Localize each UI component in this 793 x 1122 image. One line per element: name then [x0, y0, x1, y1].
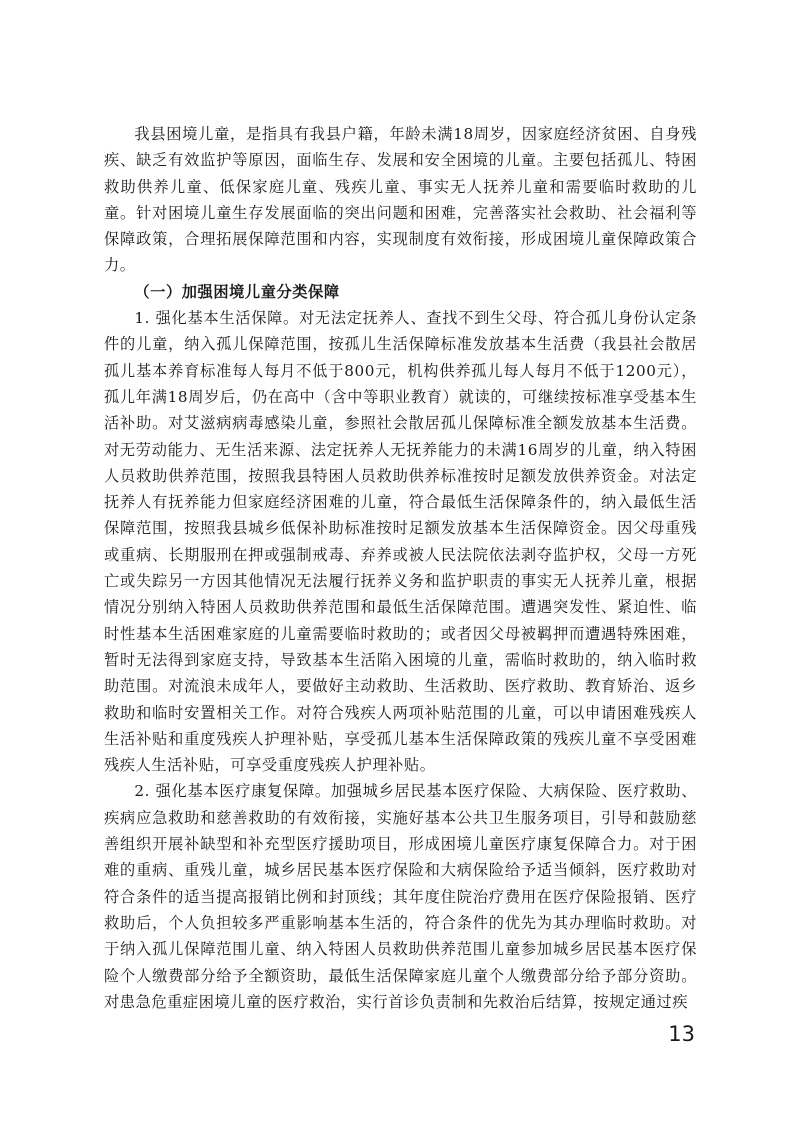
document-body — [104, 121, 697, 1015]
medical-rehab-paragraph: 2. 强化基本医疗康复保障。加强城乡居民基本医疗保险、大病保险、医疗救助、疾病应急救助和慈善救助的有效衔接，实施好基本公共卫生服务项目，引导和鼓励慈善组织开展补缺型和补充型医疗援助项目，形成困境儿童医疗康复保障合力。对于困难的重病、重残儿童，城乡居民基本医疗保险和大病保险给予适当倾斜，医疗救助对符合条件的适当提高报销比例和封顶线；其年度住院治疗费用在医疗保险报销、医疗救助后，个人负担较多严重影响基本生活的，符合条件的优先为其办理临时救助。对于纳入孤儿保障范围儿童、纳入特困人员救助供养范围儿童参加城乡居民基本医疗保险个人缴费部分给予全额资助，最低生活保障家庭儿童个人缴费部分给予部分资助。对患急危重症困境儿童的医疗救治，实行首诊负责制和先救治后结算，按规定通过疾 — [104, 782, 697, 1011]
basic-living-paragraph: 1. 强化基本生活保障。对无法定抚养人、查找不到生父母、符合孤儿身份认定条件的儿童，纳入孤儿保障范围，按孤儿生活保障标准发放基本生活费（我县社会散居孤儿基本养育标准每人每月不低于800元，机构供养孤儿每人每月不低于1200元），孤儿年满18周岁后，仍在高中（含中等职业教育）就读的，可继续按标准享受基本生活补助。对艾滋病病毒感染儿童，参照社会散居孤儿保障标准全额发放基本生活费。对无劳动能力、无生活来源、法定抚养人无抚养能力的未满16周岁的儿童，纳入特困人员救助供养范围，按照我县特困人员救助供养标准按时足额发放供养资金。对法定抚养人有抚养能力但家庭经济困难的儿童，符合最低生活保障条件的，纳入最低生活保障范围，按照我县城乡低保补助标准按时足额发放基本生活保障资金。因父母重残或重病、长期服刑在押或强制戒毒、弃养或被人民法院依法剥夺监护权，父母一方死亡或失踪另一方因其他情况无法履行抚养义务和监护职责的事实无人抚养儿童，根据情况分别纳入特困人员救助供养范围和最低生活保障范围。遭遇突发性、紧迫性、临时性基本生活困难家庭的儿童需要临时救助的；或者因父母被羁押而遭遇特殊困难，暂时无法得到家庭支持，导致基本生活陷入困境的儿童，需临时救助的，纳入临时救助范围。对流浪未成年人，要做好主动救助、生活救助、医疗救助、教育矫治、返乡救助和临时安置相关工作。对符合残疾人两项补贴范围的儿童，可以申请困难残疾人生活补贴和重度残疾人护理补贴，享受孤儿基本生活保障政策的残疾儿童不享受困难残疾人生活补贴，可享受重度残疾人护理补贴。 — [104, 309, 697, 775]
intro-paragraph: 我县困境儿童，是指具有我县户籍，年龄未满18周岁，因家庭经济贫困、自身残疾、缺乏有效监护等原因，面临生存、发展和安全困境的儿童。主要包括孤儿、特困救助供养儿童、低保家庭儿童、残疾儿童、事实无人抚养儿童和需要临时救助的儿童。针对困境儿童生存发展面临的突出问题和困难，完善落实社会救助、社会福利等保障政策，合理拓展保障范围和内容，实现制度有效衔接，形成困境儿童保障政策合力。 — [104, 125, 697, 275]
section-heading: （一）加强困境儿童分类保障 — [134, 282, 340, 301]
page-number: 13 — [668, 1022, 695, 1046]
